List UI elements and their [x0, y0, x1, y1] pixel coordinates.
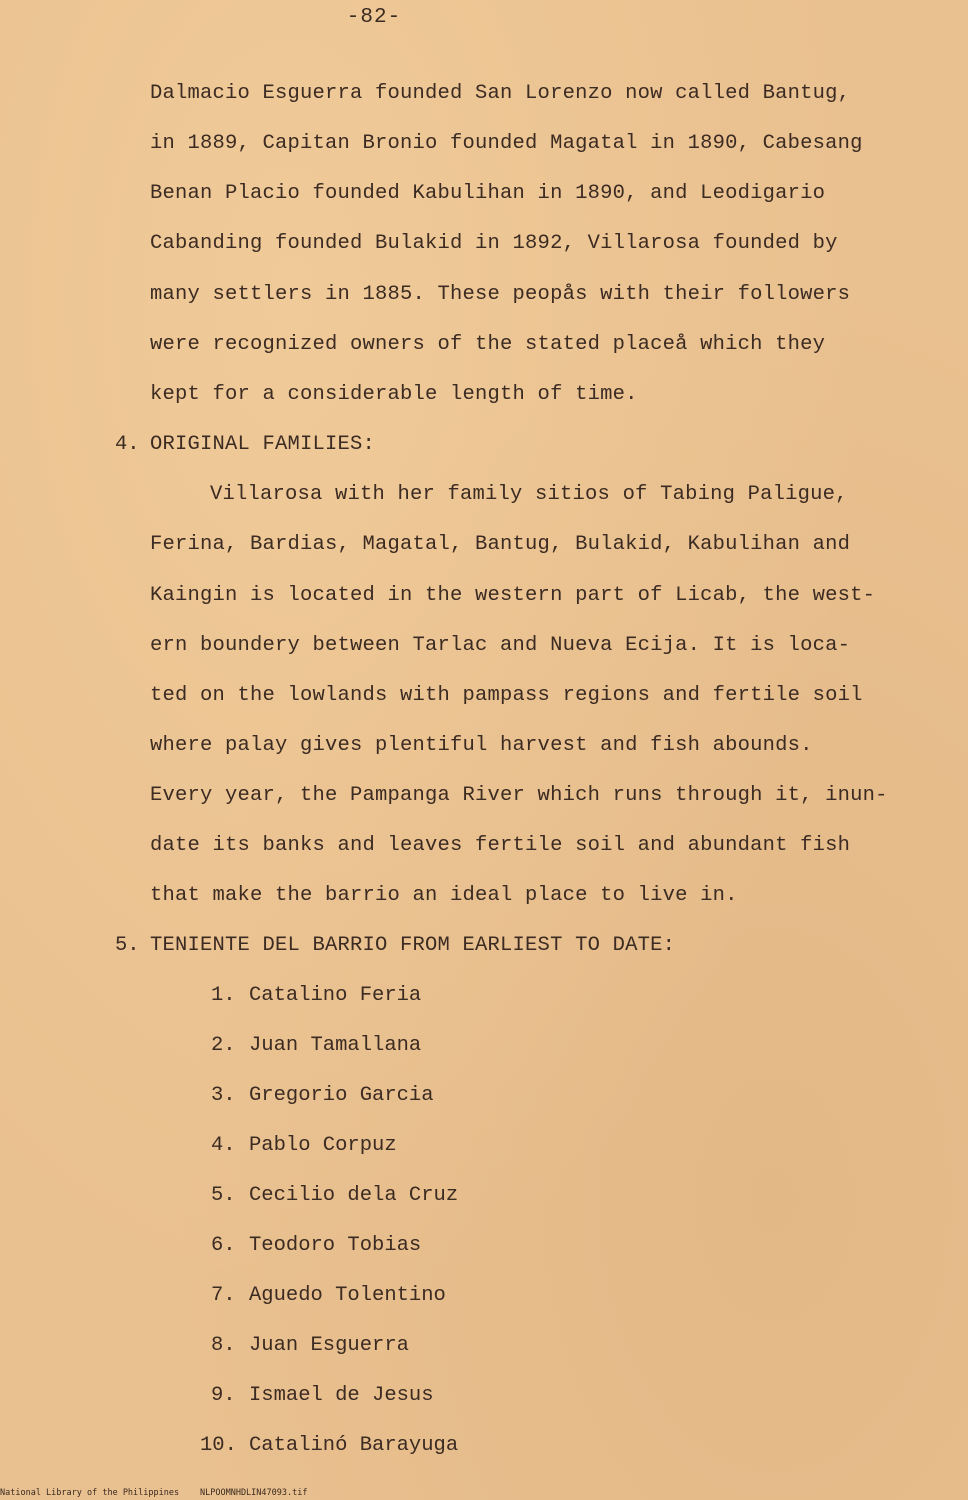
section-5-title: TENIENTE DEL BARRIO FROM EARLIEST TO DATE:: [150, 934, 676, 957]
list-item: [211, 1184, 458, 1207]
list-item-name: Catalino Feria: [249, 984, 422, 1007]
list-item-number: 2.: [211, 1034, 236, 1057]
section-4-line-3: Kaingin is located in the western part of Licab, the west-: [150, 584, 876, 607]
paragraph-1-line-4: Cabanding founded Bulakid in 1892, Villarosa founded by: [150, 232, 838, 255]
paragraph-1-line-6: were recognized owners of the stated placeå which they: [150, 333, 826, 356]
list-item-name: Juan Esguerra: [249, 1334, 409, 1357]
paragraph-1-line-7: kept for a considerable length of time.: [150, 383, 638, 406]
section-4-line-9: that make the barrio an ideal place to live in.: [150, 884, 738, 907]
page-number: -82-: [346, 6, 402, 29]
list-item: [211, 1134, 397, 1157]
list-item: [211, 1284, 446, 1307]
section-4-number: 4.: [115, 433, 140, 456]
footer-file-name: NLPOOMNHDLIN47093.tif: [200, 1488, 308, 1498]
list-item: [211, 1384, 434, 1407]
list-item-name: Catalinó Barayuga: [249, 1434, 459, 1457]
list-item: [211, 1334, 409, 1357]
list-item-number: 9.: [211, 1384, 236, 1407]
list-item: [211, 1084, 434, 1107]
section-4-title: ORIGINAL FAMILIES:: [150, 433, 376, 456]
paragraph-1-line-3: Benan Placio founded Kabulihan in 1890, and Leodigario: [150, 182, 826, 205]
list-item-number: 4.: [211, 1134, 236, 1157]
section-4-line-4: ern boundery between Tarlac and Nueva Ecija. It is loca-: [150, 634, 851, 657]
paragraph-1-line-2: in 1889, Capitan Bronio founded Magatal in 1890, Cabesang: [150, 132, 863, 155]
list-item-number: 3.: [211, 1084, 236, 1107]
list-item-name: Teodoro Tobias: [249, 1234, 422, 1257]
section-4-line-7: Every year, the Pampanga River which runs through it, inun-: [150, 784, 888, 807]
footer-library-name: National Library of the Philippines: [0, 1488, 180, 1498]
list-item-name: Pablo Corpuz: [249, 1134, 397, 1157]
list-item-number: 5.: [211, 1184, 236, 1207]
section-4-line-2: Ferina, Bardias, Magatal, Bantug, Bulakid, Kabulihan and: [150, 533, 851, 556]
list-item: [211, 1034, 421, 1057]
list-item-number: 8.: [211, 1334, 236, 1357]
list-item-name: Juan Tamallana: [249, 1034, 422, 1057]
list-item-name: Aguedo Tolentino: [249, 1284, 446, 1307]
section-4-line-6: where palay gives plentiful harvest and fish abounds.: [150, 734, 813, 757]
list-item-number: 6.: [211, 1234, 236, 1257]
scan-footer: [0, 1488, 968, 1500]
section-4-line-8: date its banks and leaves fertile soil and abundant fish: [150, 834, 851, 857]
list-item-name: Gregorio Garcia: [249, 1084, 434, 1107]
list-item-name: Ismael de Jesus: [249, 1384, 434, 1407]
list-item: [200, 1434, 458, 1457]
list-item: [211, 984, 421, 1007]
paragraph-1-line-1: Dalmacio Esguerra founded San Lorenzo now called Bantug,: [150, 82, 851, 105]
list-item-number: 10.: [200, 1434, 237, 1457]
list-item: [211, 1234, 421, 1257]
paragraph-1-line-5: many settlers in 1885. These peopås with their followers: [150, 283, 851, 306]
list-item-number: 7.: [211, 1284, 236, 1307]
section-4-line-1: Villarosa with her family sitios of Tabing Paligue,: [210, 483, 848, 506]
section-4-line-5: ted on the lowlands with pampass regions and fertile soil: [150, 684, 863, 707]
list-item-name: Cecilio dela Cruz: [249, 1184, 459, 1207]
section-5-number: 5.: [115, 934, 140, 957]
list-item-number: 1.: [211, 984, 236, 1007]
